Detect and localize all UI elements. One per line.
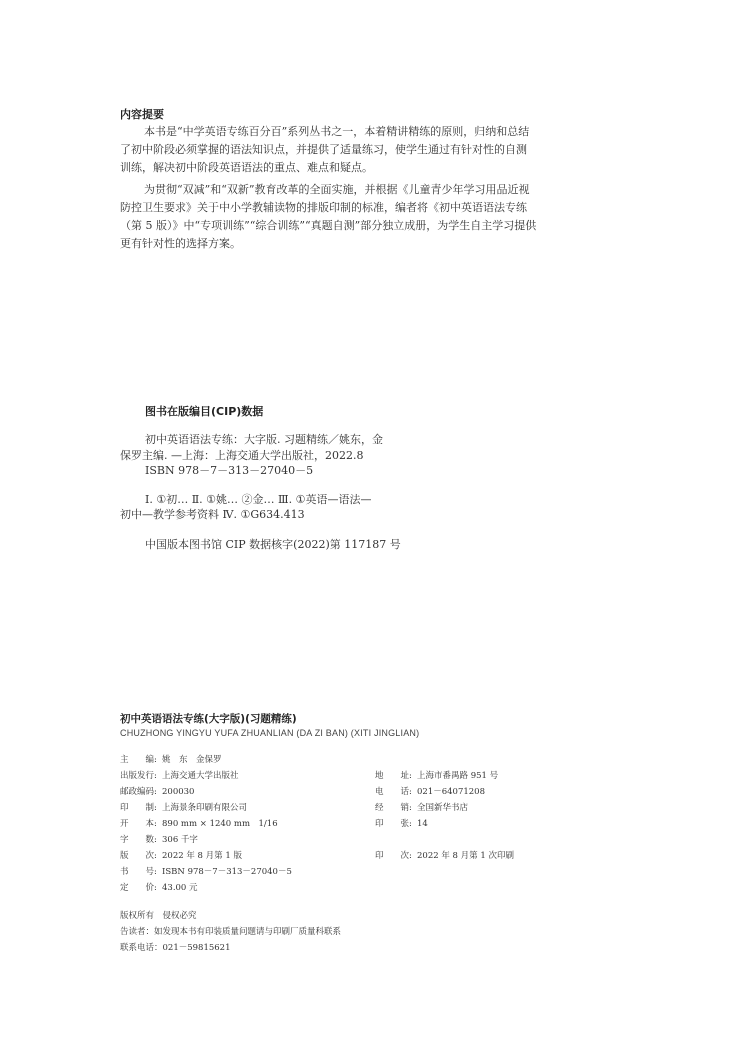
info-value: 姚 东 金保罗 (162, 755, 222, 765)
summary-line: 本书是“中学英语专练百分百”系列丛书之一，本着精讲精练的原则，归纳和总结 (144, 125, 530, 138)
info-label: 邮政编码: (120, 787, 157, 797)
cip-line: ISBN 978－7－313－27040－5 (145, 464, 314, 477)
info-value: 43.00 元 (162, 883, 198, 893)
info-phone (375, 786, 485, 798)
summary-line: 训练，解决初中阶段英语语法的重点、难点和疑点。 (120, 161, 373, 174)
info-publisher (120, 770, 239, 782)
info-value: 021－64071208 (417, 787, 485, 797)
reader-notice: 告读者：如发现本书有印装质量问题请与印刷厂质量科联系 (120, 927, 342, 937)
summary-heading: 内容提要 (120, 108, 164, 121)
summary-line: 防控卫生要求》关于中小学教辅读物的排版印制的标准，编者将《初中英语语法专练 (120, 201, 527, 214)
info-value: 2022 年 8 月第 1 版 (162, 851, 242, 861)
info-value: 890 mm × 1240 mm 1/16 (162, 819, 278, 829)
info-label: 出版发行: (120, 771, 157, 781)
summary-line: 了初中阶段必须掌握的语法知识点，并提供了适量练习，使学生通过有针对性的自测 (120, 143, 527, 156)
info-printer (120, 802, 247, 814)
info-label: 开 本: (120, 819, 157, 829)
book-title: 初中英语语法专练(大字版)(习题精练) (120, 713, 297, 725)
info-postcode (120, 786, 194, 798)
info-label: 版 次: (120, 851, 157, 861)
cip-heading: 图书在版编目(CIP)数据 (145, 405, 264, 418)
book-pinyin-title: CHUZHONG YINGYU YUFA ZHUANLIAN (DA ZI BAN) (XITI JINGLIAN) (120, 728, 420, 738)
info-value: 306 千字 (162, 835, 198, 845)
cip-line: 保罗主编. —上海：上海交通大学出版社，2022.8 (120, 449, 364, 462)
info-value: 全国新华书店 (417, 803, 469, 813)
info-value: ISBN 978－7－313－27040－5 (162, 867, 292, 877)
summary-line: （第 5 版）》中“专项训练”“综合训练”“真题自测”部分独立成册，为学生自主学习提供 (120, 219, 537, 232)
info-sheets (375, 818, 428, 830)
cip-line: Ⅰ. ①初… Ⅱ. ①姚… ②金… Ⅲ. ①英语—语法— (145, 493, 372, 506)
info-label: 电 话: (375, 787, 412, 797)
info-value: 上海市番禺路 951 号 (417, 771, 499, 781)
info-label: 字 数: (120, 835, 157, 845)
cip-line: 初中—教学参考资料 Ⅳ. ①G634.413 (120, 508, 305, 521)
summary-line: 为贯彻“双减”和“双新”教育改革的全面实施，并根据《儿童青少年学习用品近视 (144, 183, 530, 196)
info-format (120, 818, 278, 830)
info-label: 定 价: (120, 883, 157, 893)
info-isbn (120, 866, 292, 878)
info-label: 主 编: (120, 755, 157, 765)
cip-line: 初中英语语法专练：大字版. 习题精练／姚东，金 (145, 433, 383, 446)
info-label: 经 销: (375, 803, 412, 813)
info-value: 上海交通大学出版社 (162, 771, 239, 781)
info-label: 地 址: (375, 771, 412, 781)
info-label: 书 号: (120, 867, 157, 877)
info-price (120, 882, 198, 894)
info-value: 上海景条印刷有限公司 (162, 803, 248, 813)
summary-line: 更有针对性的选择方案。 (120, 237, 241, 250)
cip-number: 中国版本图书馆 CIP 数据核字(2022)第 117187 号 (145, 538, 401, 551)
info-value: 2022 年 8 月第 1 次印刷 (417, 851, 514, 861)
contact-phone: 联系电话：021－59815621 (120, 943, 231, 953)
info-value: 14 (417, 819, 428, 829)
copyright-notice: 版权所有 侵权必究 (120, 911, 197, 921)
info-label: 印 制: (120, 803, 157, 813)
info-edition (120, 850, 242, 862)
info-wordcount (120, 834, 198, 846)
info-distributor (375, 802, 468, 814)
info-printing (375, 850, 514, 862)
info-label: 印 张: (375, 819, 412, 829)
info-address (375, 770, 498, 782)
info-editor (120, 754, 222, 766)
info-value: 200030 (162, 787, 195, 797)
info-label: 印 次: (375, 851, 412, 861)
